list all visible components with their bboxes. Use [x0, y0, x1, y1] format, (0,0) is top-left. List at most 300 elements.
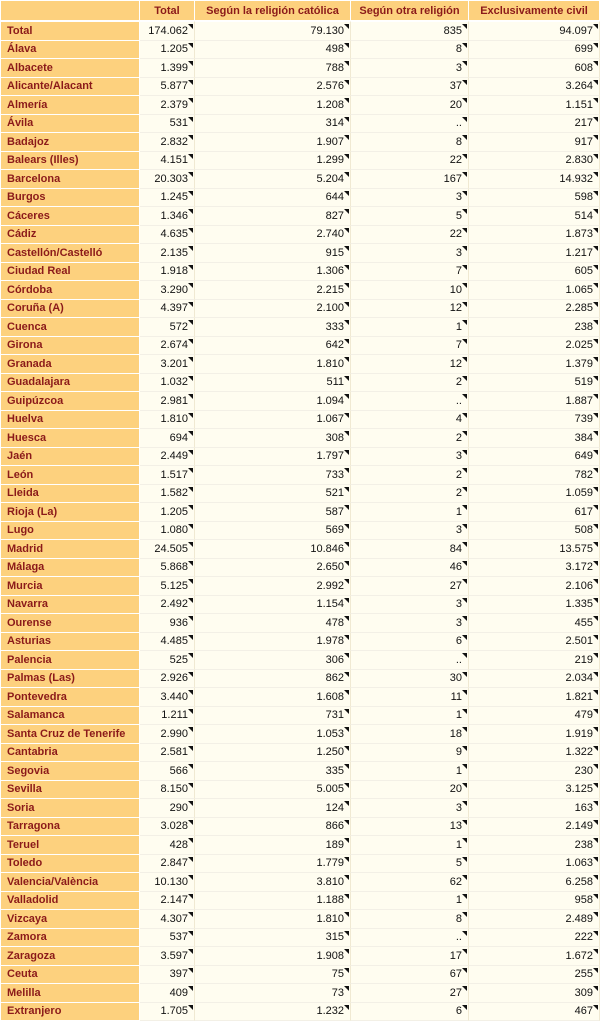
civil-cell: 1.059 [469, 485, 600, 504]
civil-cell: 608 [469, 59, 600, 78]
total-cell: 1.205 [140, 503, 195, 522]
total-cell: 4.635 [140, 226, 195, 245]
total-cell: 1.517 [140, 466, 195, 485]
other-religion-cell: 12 [351, 355, 469, 374]
province-label: Palmas (Las) [1, 670, 140, 689]
catholic-cell: 2.740 [195, 226, 351, 245]
catholic-cell: 124 [195, 799, 351, 818]
province-label: Cuenca [1, 318, 140, 337]
civil-cell: 309 [469, 984, 600, 1003]
table-row [1, 781, 600, 800]
catholic-cell: 10.846 [195, 540, 351, 559]
table-row [1, 429, 600, 448]
province-label: Córdoba [1, 281, 140, 300]
province-label: Cáceres [1, 207, 140, 226]
catholic-cell: 862 [195, 670, 351, 689]
other-religion-cell: 8 [351, 133, 469, 152]
other-religion-cell: 22 [351, 152, 469, 171]
total-cell: 572 [140, 318, 195, 337]
civil-cell: 1.887 [469, 392, 600, 411]
civil-cell: 699 [469, 41, 600, 60]
total-cell: 1.205 [140, 41, 195, 60]
civil-cell: 1.821 [469, 688, 600, 707]
catholic-cell: 1.154 [195, 596, 351, 615]
civil-cell: 455 [469, 614, 600, 633]
total-cell: 10.130 [140, 873, 195, 892]
province-label: Murcia [1, 577, 140, 596]
civil-cell: 1.065 [469, 281, 600, 300]
province-label: Álava [1, 41, 140, 60]
other-religion-cell: 7 [351, 263, 469, 282]
other-religion-cell: 3 [351, 244, 469, 263]
total-cell: 537 [140, 929, 195, 948]
table-row [1, 614, 600, 633]
other-religion-cell: 67 [351, 966, 469, 985]
province-label: Huesca [1, 429, 140, 448]
civil-cell: 1.217 [469, 244, 600, 263]
province-label: Balears (Illes) [1, 152, 140, 171]
total-cell: 531 [140, 115, 195, 134]
total-cell: 3.290 [140, 281, 195, 300]
catholic-cell: 2.992 [195, 577, 351, 596]
province-label: Granada [1, 355, 140, 374]
province-label: Total [1, 21, 140, 41]
province-label: Girona [1, 337, 140, 356]
province-label: Lugo [1, 522, 140, 541]
catholic-cell: 73 [195, 984, 351, 1003]
table-row [1, 411, 600, 430]
other-religion-cell: 5 [351, 207, 469, 226]
other-religion-cell: 8 [351, 41, 469, 60]
province-label: Rioja (La) [1, 503, 140, 522]
total-cell: 1.705 [140, 1003, 195, 1022]
total-cell: 694 [140, 429, 195, 448]
civil-cell: 238 [469, 318, 600, 337]
table-row [1, 21, 600, 41]
total-cell: 1.245 [140, 189, 195, 208]
other-religion-cell: 9 [351, 744, 469, 763]
province-label: Burgos [1, 189, 140, 208]
total-cell: 1.080 [140, 522, 195, 541]
other-religion-cell: 3 [351, 596, 469, 615]
province-label: Navarra [1, 596, 140, 615]
civil-cell: 2.034 [469, 670, 600, 689]
province-label: Salamanca [1, 707, 140, 726]
other-religion-cell: 13 [351, 818, 469, 837]
other-religion-cell: .. [351, 392, 469, 411]
catholic-cell: 644 [195, 189, 351, 208]
other-religion-cell: 7 [351, 337, 469, 356]
table-row [1, 41, 600, 60]
catholic-cell: 1.779 [195, 855, 351, 874]
province-label: Zamora [1, 929, 140, 948]
other-religion-cell: 30 [351, 670, 469, 689]
catholic-cell: 5.204 [195, 170, 351, 189]
province-label: Cantabria [1, 744, 140, 763]
civil-cell: 222 [469, 929, 600, 948]
province-label: Toledo [1, 855, 140, 874]
total-cell: 2.981 [140, 392, 195, 411]
civil-cell: 219 [469, 651, 600, 670]
catholic-cell: 1.053 [195, 725, 351, 744]
table-row [1, 355, 600, 374]
province-label: Ávila [1, 115, 140, 134]
province-label: Asturias [1, 633, 140, 652]
total-cell: 2.581 [140, 744, 195, 763]
other-religion-cell: 4 [351, 411, 469, 430]
civil-cell: 1.873 [469, 226, 600, 245]
catholic-cell: 1.232 [195, 1003, 351, 1022]
civil-cell: 217 [469, 115, 600, 134]
table-row [1, 540, 600, 559]
civil-cell: 94.097 [469, 21, 600, 41]
catholic-cell: 5.005 [195, 781, 351, 800]
civil-cell: 782 [469, 466, 600, 485]
table-row [1, 485, 600, 504]
table-row [1, 263, 600, 282]
table-row [1, 855, 600, 874]
other-religion-cell: 1 [351, 836, 469, 855]
table-body [1, 21, 600, 1021]
civil-cell: 467 [469, 1003, 600, 1022]
other-religion-cell: 27 [351, 577, 469, 596]
province-label: Málaga [1, 559, 140, 578]
other-religion-cell: 8 [351, 910, 469, 929]
header-other-religion: Según otra religión [351, 1, 469, 21]
total-cell: 2.449 [140, 448, 195, 467]
other-religion-cell: 3 [351, 189, 469, 208]
table-row [1, 392, 600, 411]
other-religion-cell: 18 [351, 725, 469, 744]
province-label: Lleida [1, 485, 140, 504]
civil-cell: 1.063 [469, 855, 600, 874]
province-label: Guadalajara [1, 374, 140, 393]
total-cell: 1.346 [140, 207, 195, 226]
other-religion-cell: 11 [351, 688, 469, 707]
civil-cell: 2.149 [469, 818, 600, 837]
total-cell: 1.810 [140, 411, 195, 430]
catholic-cell: 2.576 [195, 78, 351, 97]
other-religion-cell: 1 [351, 503, 469, 522]
table-row [1, 318, 600, 337]
total-cell: 2.674 [140, 337, 195, 356]
total-cell: 20.303 [140, 170, 195, 189]
catholic-cell: 642 [195, 337, 351, 356]
total-cell: 2.832 [140, 133, 195, 152]
total-cell: 2.379 [140, 96, 195, 115]
catholic-cell: 478 [195, 614, 351, 633]
civil-cell: 1.379 [469, 355, 600, 374]
catholic-cell: 335 [195, 762, 351, 781]
other-religion-cell: 5 [351, 855, 469, 874]
civil-cell: 255 [469, 966, 600, 985]
other-religion-cell: 2 [351, 374, 469, 393]
table-row [1, 929, 600, 948]
other-religion-cell: 22 [351, 226, 469, 245]
civil-cell: 519 [469, 374, 600, 393]
table-row [1, 836, 600, 855]
catholic-cell: 1.978 [195, 633, 351, 652]
total-cell: 3.597 [140, 947, 195, 966]
catholic-cell: 915 [195, 244, 351, 263]
table-row [1, 244, 600, 263]
total-cell: 397 [140, 966, 195, 985]
total-cell: 428 [140, 836, 195, 855]
table-row [1, 115, 600, 134]
civil-cell: 238 [469, 836, 600, 855]
other-religion-cell: 2 [351, 429, 469, 448]
other-religion-cell: 3 [351, 522, 469, 541]
table-row [1, 910, 600, 929]
province-label: Ciudad Real [1, 263, 140, 282]
table-row [1, 300, 600, 319]
catholic-cell: 788 [195, 59, 351, 78]
province-label: Ourense [1, 614, 140, 633]
catholic-cell: 1.810 [195, 910, 351, 929]
province-label: Barcelona [1, 170, 140, 189]
civil-cell: 598 [469, 189, 600, 208]
province-label: Tarragona [1, 818, 140, 837]
civil-cell: 739 [469, 411, 600, 430]
total-cell: 2.990 [140, 725, 195, 744]
catholic-cell: 2.650 [195, 559, 351, 578]
table-row [1, 707, 600, 726]
province-label: Melilla [1, 984, 140, 1003]
catholic-cell: 308 [195, 429, 351, 448]
total-cell: 3.440 [140, 688, 195, 707]
civil-cell: 13.575 [469, 540, 600, 559]
province-label: Madrid [1, 540, 140, 559]
other-religion-cell: 1 [351, 318, 469, 337]
civil-cell: 508 [469, 522, 600, 541]
other-religion-cell: 1 [351, 707, 469, 726]
table-row [1, 892, 600, 911]
table-row [1, 873, 600, 892]
table-row [1, 947, 600, 966]
table-row [1, 799, 600, 818]
total-cell: 2.847 [140, 855, 195, 874]
civil-cell: 479 [469, 707, 600, 726]
province-label: Valladolid [1, 892, 140, 911]
table-row [1, 688, 600, 707]
civil-cell: 2.830 [469, 152, 600, 171]
header-blank [1, 1, 140, 21]
other-religion-cell: .. [351, 115, 469, 134]
civil-cell: 3.264 [469, 78, 600, 97]
catholic-cell: 498 [195, 41, 351, 60]
catholic-cell: 1.299 [195, 152, 351, 171]
catholic-cell: 1.208 [195, 96, 351, 115]
civil-cell: 958 [469, 892, 600, 911]
total-cell: 525 [140, 651, 195, 670]
total-cell: 4.485 [140, 633, 195, 652]
table-row [1, 133, 600, 152]
province-label: Palencia [1, 651, 140, 670]
catholic-cell: 1.067 [195, 411, 351, 430]
civil-cell: 384 [469, 429, 600, 448]
other-religion-cell: .. [351, 929, 469, 948]
table-row [1, 744, 600, 763]
province-label: Sevilla [1, 781, 140, 800]
table-row [1, 633, 600, 652]
civil-cell: 605 [469, 263, 600, 282]
table-row [1, 152, 600, 171]
civil-cell: 2.501 [469, 633, 600, 652]
province-label: Pontevedra [1, 688, 140, 707]
table-row [1, 448, 600, 467]
civil-cell: 230 [469, 762, 600, 781]
other-religion-cell: 1 [351, 892, 469, 911]
other-religion-cell: 3 [351, 59, 469, 78]
catholic-cell: 2.215 [195, 281, 351, 300]
catholic-cell: 1.810 [195, 355, 351, 374]
other-religion-cell: 20 [351, 781, 469, 800]
total-cell: 174.062 [140, 21, 195, 41]
catholic-cell: 306 [195, 651, 351, 670]
catholic-cell: 1.908 [195, 947, 351, 966]
province-label: Almería [1, 96, 140, 115]
catholic-cell: 1.250 [195, 744, 351, 763]
total-cell: 1.211 [140, 707, 195, 726]
header-total: Total [140, 1, 195, 21]
catholic-cell: 2.100 [195, 300, 351, 319]
other-religion-cell: 20 [351, 96, 469, 115]
table-row [1, 281, 600, 300]
catholic-cell: 866 [195, 818, 351, 837]
catholic-cell: 569 [195, 522, 351, 541]
total-cell: 24.505 [140, 540, 195, 559]
province-label: Jaén [1, 448, 140, 467]
civil-cell: 6.258 [469, 873, 600, 892]
table-row [1, 337, 600, 356]
other-religion-cell: 835 [351, 21, 469, 41]
catholic-cell: 315 [195, 929, 351, 948]
catholic-cell: 1.797 [195, 448, 351, 467]
table-row [1, 762, 600, 781]
table-row [1, 96, 600, 115]
catholic-cell: 79.130 [195, 21, 351, 41]
civil-cell: 1.919 [469, 725, 600, 744]
total-cell: 1.032 [140, 374, 195, 393]
other-religion-cell: 84 [351, 540, 469, 559]
header-civil: Exclusivamente civil [469, 1, 600, 21]
other-religion-cell: .. [351, 651, 469, 670]
other-religion-cell: 62 [351, 873, 469, 892]
province-label: Cádiz [1, 226, 140, 245]
civil-cell: 514 [469, 207, 600, 226]
table-row [1, 226, 600, 245]
table-row [1, 725, 600, 744]
province-label: Albacete [1, 59, 140, 78]
other-religion-cell: 12 [351, 300, 469, 319]
province-label: Santa Cruz de Tenerife [1, 725, 140, 744]
other-religion-cell: 1 [351, 762, 469, 781]
total-cell: 936 [140, 614, 195, 633]
catholic-cell: 1.907 [195, 133, 351, 152]
total-cell: 290 [140, 799, 195, 818]
other-religion-cell: 3 [351, 614, 469, 633]
total-cell: 5.125 [140, 577, 195, 596]
province-label: Segovia [1, 762, 140, 781]
table-row [1, 818, 600, 837]
civil-cell: 163 [469, 799, 600, 818]
header-row [1, 1, 600, 21]
civil-cell: 3.172 [469, 559, 600, 578]
table-row [1, 170, 600, 189]
province-label: Huelva [1, 411, 140, 430]
other-religion-cell: 46 [351, 559, 469, 578]
other-religion-cell: 2 [351, 485, 469, 504]
catholic-cell: 731 [195, 707, 351, 726]
province-label: Guipúzcoa [1, 392, 140, 411]
catholic-cell: 733 [195, 466, 351, 485]
table-row [1, 503, 600, 522]
province-label: León [1, 466, 140, 485]
civil-cell: 14.932 [469, 170, 600, 189]
total-cell: 2.147 [140, 892, 195, 911]
table-row [1, 78, 600, 97]
other-religion-cell: 2 [351, 466, 469, 485]
total-cell: 3.201 [140, 355, 195, 374]
civil-cell: 2.106 [469, 577, 600, 596]
catholic-cell: 3.810 [195, 873, 351, 892]
total-cell: 4.397 [140, 300, 195, 319]
header-catholic: Según la religión católica [195, 1, 351, 21]
other-religion-cell: 6 [351, 1003, 469, 1022]
civil-cell: 617 [469, 503, 600, 522]
other-religion-cell: 3 [351, 799, 469, 818]
other-religion-cell: 17 [351, 947, 469, 966]
total-cell: 8.150 [140, 781, 195, 800]
total-cell: 409 [140, 984, 195, 1003]
table-row [1, 984, 600, 1003]
province-label: Vizcaya [1, 910, 140, 929]
other-religion-cell: 6 [351, 633, 469, 652]
province-label: Zaragoza [1, 947, 140, 966]
total-cell: 1.399 [140, 59, 195, 78]
province-label: Coruña (A) [1, 300, 140, 319]
table-row [1, 577, 600, 596]
catholic-cell: 1.306 [195, 263, 351, 282]
total-cell: 2.926 [140, 670, 195, 689]
province-label: Extranjero [1, 1003, 140, 1022]
catholic-cell: 827 [195, 207, 351, 226]
total-cell: 5.868 [140, 559, 195, 578]
civil-cell: 1.335 [469, 596, 600, 615]
total-cell: 566 [140, 762, 195, 781]
table-row [1, 466, 600, 485]
civil-cell: 1.322 [469, 744, 600, 763]
province-label: Alicante/Alacant [1, 78, 140, 97]
catholic-cell: 511 [195, 374, 351, 393]
province-label: Valencia/València [1, 873, 140, 892]
table-row [1, 596, 600, 615]
catholic-cell: 314 [195, 115, 351, 134]
civil-cell: 1.672 [469, 947, 600, 966]
civil-cell: 917 [469, 133, 600, 152]
catholic-cell: 189 [195, 836, 351, 855]
total-cell: 1.582 [140, 485, 195, 504]
total-cell: 4.151 [140, 152, 195, 171]
catholic-cell: 587 [195, 503, 351, 522]
total-cell: 5.877 [140, 78, 195, 97]
table-row [1, 189, 600, 208]
catholic-cell: 521 [195, 485, 351, 504]
civil-cell: 3.125 [469, 781, 600, 800]
statistics-table [1, 1, 600, 1021]
total-cell: 3.028 [140, 818, 195, 837]
table-row [1, 522, 600, 541]
